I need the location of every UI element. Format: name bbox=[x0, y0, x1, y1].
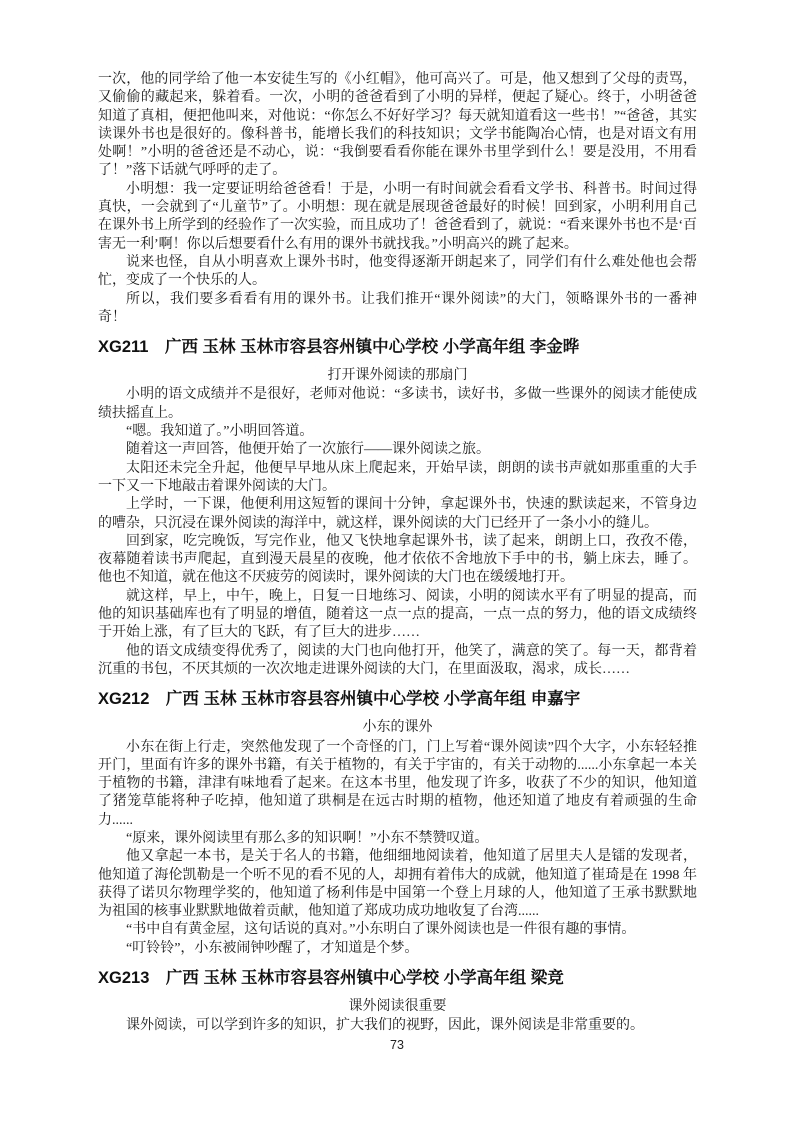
paragraph: 就这样，早上，中午，晚上，日复一日地练习、阅读，小明的阅读水平有了明显的提高，而他的知识基础库也有了明显的增值，随着这一点一点的提高，一点一点的努力，他的语文成绩终于开始上涨，有了巨大的飞跃，有了巨大的进步…… bbox=[98, 588, 697, 641]
section-header-xg213: XG213 广西 玉林 玉林市容县容州镇中心学校 小学高年组 梁竞 bbox=[98, 969, 564, 988]
paragraph: 所以，我们要多看看有用的课外书。让我们推开“课外阅读”的大门，领略课外书的一番神奇！ bbox=[98, 291, 697, 325]
paragraph: 一次，他的同学给了他一本安徒生写的《小红帽》，他可高兴了。可是，他又想到了父母的责骂，又偷偷的藏起来，躲着看。一次，小明的爸爸看到了小明的异样，便起了疑心。终于，小明爸爸知道了真相，便把他叫来，对他说：“你怎么不好好学习？每天就知道看这一些书！”“爸爸，其实读课外书也是很好的。像科普书，能增长我们的科技知识；文学书能陶冶心情，也是对语文有用处啊！”小明的爸爸还是不动心，说：“我倒要看看你能在课外书里学到什么！要是没用，不用看了！”落下话就气呼呼的走了。 bbox=[98, 72, 697, 179]
paragraph: 随着这一声回答，他便开始了一次旅行——课外阅读之旅。 bbox=[126, 442, 490, 458]
paragraph: 说来也怪，自从小明喜欢上课外书时，他变得逐渐开朗起来了，同学们有什么难处他也会帮忙，变成了一个快乐的人。 bbox=[98, 254, 697, 289]
paragraph: 小明的语文成绩并不是很好，老师对他说：“多读书，读好书，多做一些课外的阅读才能使成绩扶摇直上。 bbox=[98, 387, 697, 421]
paragraph: 他又拿起一本书，是关于名人的书籍，他细细地阅读着，他知道了居里夫人是镭的发现者，他知道了海伦凯勒是一个听不见的看不见的人，却拥有着伟大的成就，他知道了崔琦是在 1998 年获得了诺贝尔物理学奖的，他知道了杨利伟是中国第一个登上月球的人，他知道了王承书默默地为祖国的核事业默默地做着贡献，他知道了郑成功成功地收复了台湾...... bbox=[98, 849, 697, 920]
paragraph: “嗯。我知道了。”小明回答道。 bbox=[126, 424, 314, 440]
paragraph: “叮铃铃”，小东被闹钟吵醒了，才知道是个梦。 bbox=[126, 940, 419, 956]
document-page bbox=[98, 71, 697, 1036]
paragraph: 小东在街上行走，突然他发现了一个奇怪的门，门上写着“课外阅读”四个大字，小东轻轻推开门，里面有许多的课外书籍，有关于植物的，有关于宇宙的，有关于动物的......小东拿起一本关于植物的书籍，津津有味地看了起来。在这本书里，他发现了许多，收获了不少的知识，他知道了猪笼草能将种子吃掉，他知道了珙桐是在远古时期的植物，他还知道了地皮有着顽强的生命力...... bbox=[98, 739, 697, 828]
paragraph: 太阳还未完全升起，他便早早地从床上爬起来，开始早读，朗朗的读书声就如那重重的大手一下又一下地敲击着课外阅读的大门。 bbox=[98, 460, 697, 494]
paragraph: 小明想：我一定要证明给爸爸看！于是，小明一有时间就会看看文学书、科普书。时间过得真快，一会就到了“儿童节”了。小明想：现在就是展现爸爸最好的时候！回到家，小明利用自己在课外书上所学到的经验作了一次实验，而且成功了！爸爸看到了，就说：“看来课外书也不是‘百害无一利’啊！你以后想要看什么有用的课外书就找我。”小明高兴的跳了起来。 bbox=[98, 181, 697, 252]
paragraph: 回到家，吃完晚饭，写完作业，他又飞快地拿起课外书，读了起来，朗朗上口，孜孜不倦，夜幕随着读书声爬起，直到漫天晨星的夜晚，他才依依不舍地放下手中的书，躺上床去，睡了。他也不知道，就在他这不厌疲劳的阅读时，课外阅读的大门也在缓缓地打开。 bbox=[98, 533, 697, 586]
paragraph: 上学时，一下课，他便利用这短暂的课间十分钟，拿起课外书，快速的默读起来，不管身边的嘈杂，只沉浸在课外阅读的海洋中，就这样，课外阅读的大门已经开了一条小小的缝儿。 bbox=[98, 497, 697, 531]
page-number: 73 bbox=[390, 1038, 404, 1052]
paragraph: “原来，课外阅读里有那么多的知识啊！”小东不禁赞叹道。 bbox=[126, 830, 489, 846]
paragraph: 他的语文成绩变得优秀了，阅读的大门也向他打开，他笑了，满意的笑了。每一天，都背着沉重的书包，不厌其烦的一次次地走进课外阅读的大门，在里面汲取，渴求，成长…… bbox=[98, 643, 697, 677]
essay-title: 小东的课外 bbox=[362, 720, 433, 736]
essay-title: 课外阅读很重要 bbox=[348, 999, 447, 1015]
essay-title: 打开课外阅读的那扇门 bbox=[327, 368, 468, 384]
section-header-xg211: XG211 广西 玉林 玉林市容县容州镇中心学校 小学高年组 李金晔 bbox=[98, 338, 580, 357]
paragraph: “书中自有黄金屋，这句话说的真对。”小东明白了课外阅读也是一件很有趣的事情。 bbox=[126, 922, 636, 938]
section-header-xg212: XG212 广西 玉林 玉林市容县容州镇中心学校 小学高年组 申嘉宇 bbox=[98, 690, 581, 709]
paragraph: 课外阅读，可以学到许多的知识，扩大我们的视野，因此，课外阅读是非常重要的。 bbox=[126, 1018, 644, 1034]
